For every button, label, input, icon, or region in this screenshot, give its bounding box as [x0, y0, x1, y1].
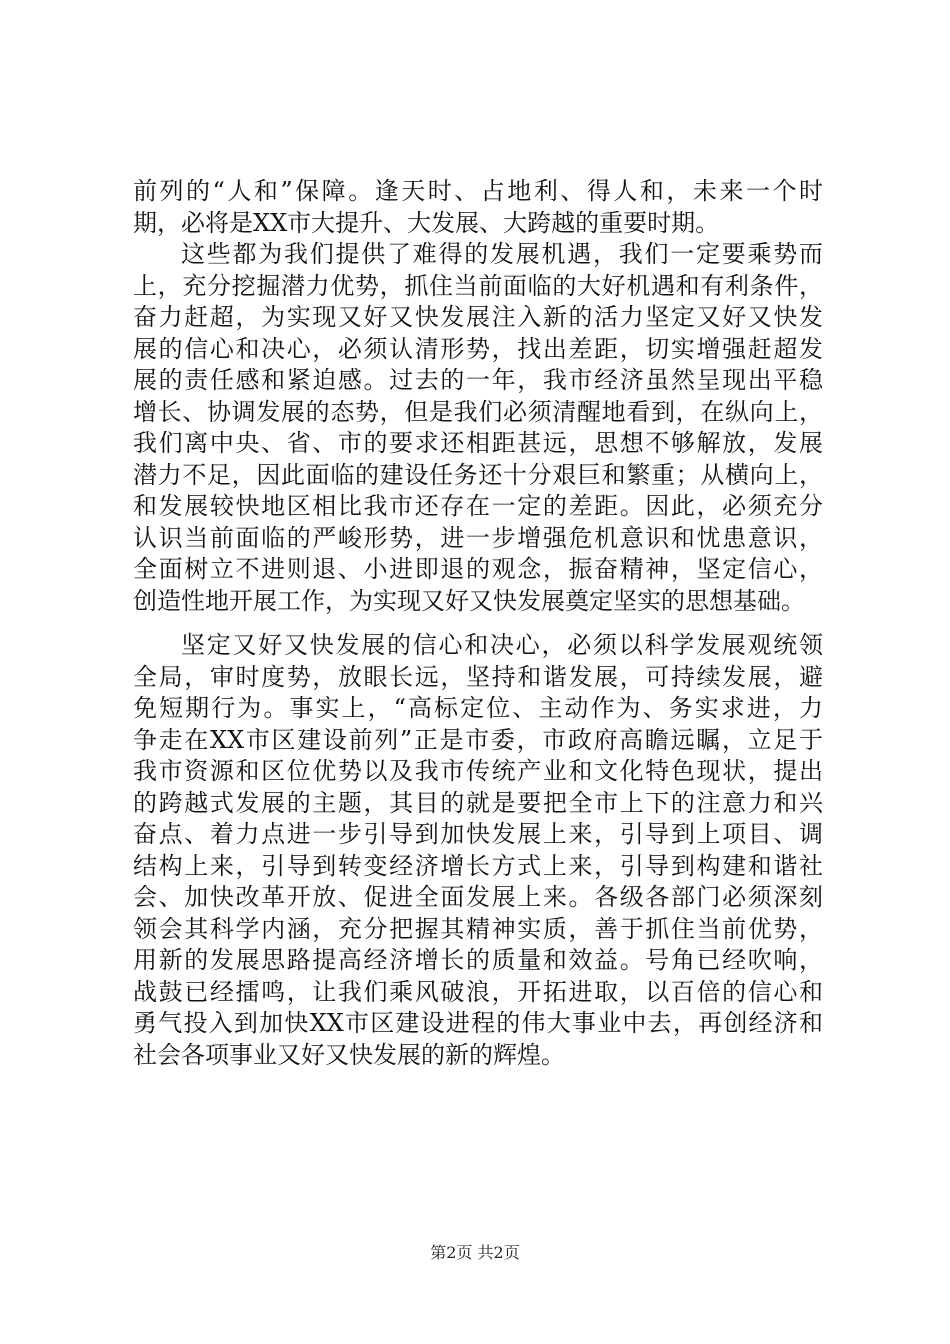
paragraph-line: 认识当前面临的严峻形势，进一步增强危机意识和忧患意识， — [133, 523, 823, 552]
paragraph-line: 勇气投入到加快XX市区建设进程的伟大事业中去，再创经济和 — [133, 1009, 823, 1037]
paragraph-line: 争走在XX市区建设前列”正是市委，市政府高瞻远瞩，立足于 — [133, 725, 823, 754]
paragraph-line: 期，必将是XX市大提升、大发展、大跨越的重要时期。 — [133, 208, 720, 237]
paragraph-line: 免短期行为。事实上，“高标定位、主动作为、务实求进，力 — [133, 694, 823, 722]
paragraph-3 — [133, 630, 823, 1071]
paragraph-line: 结构上来，引导到转变经济增长方式上来，引导到构建和谐社 — [133, 851, 823, 880]
paragraph-line: 奋点、着力点进一步引导到加快发展上来，引导到上项目、调 — [133, 820, 823, 848]
paragraph-line: 会、加快改革开放、促进全面发展上来。各级各部门必须深刻 — [133, 883, 823, 911]
paragraph-line: 的跨越式发展的主题，其目的就是要把全市上下的注意力和兴 — [133, 788, 823, 817]
paragraph-line: 战鼓已经擂鸣，让我们乘风破浪，开拓进取，以百倍的信心和 — [133, 977, 823, 1006]
paragraph-line: 全面树立不进则退、小进即退的观念，振奋精神，坚定信心， — [133, 555, 823, 583]
paragraph-line: 全局，审时度势，放眼长远，坚持和谐发展，可持续发展，避 — [133, 662, 823, 691]
paragraph-line: 社会各项事业又好又快发展的新的辉煌。 — [133, 1040, 565, 1069]
paragraph-1 — [133, 176, 823, 239]
paragraph-line: 我市资源和区位优势以及我市传统产业和文化特色现状，提出 — [133, 757, 823, 785]
paragraph-line: 增长、协调发展的态势，但是我们必须清醒地看到，在纵向上， — [133, 397, 823, 426]
paragraph-line: 领会其科学内涵，充分把握其精神实质，善于抓住当前优势， — [133, 914, 823, 943]
paragraph-line: 奋力赶超，为实现又好又快发展注入新的活力坚定又好又快发 — [133, 303, 823, 331]
paragraph-line: 我们离中央、省、市的要求还相距甚远，思想不够解放，发展 — [133, 429, 823, 457]
paragraph-2 — [133, 239, 823, 617]
paragraph-line: 创造性地开展工作，为实现又好又快发展奠定坚实的思想基础。 — [133, 586, 805, 615]
paragraph-line: 展的信心和决心，必须认清形势，找出差距，切实增强赶超发 — [133, 334, 823, 363]
paragraph-line: 用新的发展思路提高经济增长的质量和效益。号角已经吹响， — [133, 946, 823, 974]
paragraph-line: 上，充分挖掘潜力优势，抓住当前面临的大好机遇和有利条件， — [133, 271, 823, 300]
paragraph-line: 这些都为我们提供了难得的发展机遇，我们一定要乘势而 — [181, 240, 823, 268]
paragraph-line: 展的责任感和紧迫感。过去的一年，我市经济虽然呈现出平稳 — [133, 366, 823, 394]
paragraph-line: 坚定又好又快发展的信心和决心，必须以科学发展观统领 — [181, 631, 823, 659]
page-footer: 第2页 共2页 — [430, 1243, 520, 1262]
paragraph-line: 和发展较快地区相比我市还存在一定的差距。因此，必须充分 — [133, 492, 823, 520]
paragraph-line: 前列的“人和”保障。逢天时、占地利、得人和，未来一个时 — [133, 177, 823, 205]
paragraph-line: 潜力不足，因此面临的建设任务还十分艰巨和繁重；从横向上， — [133, 460, 823, 489]
